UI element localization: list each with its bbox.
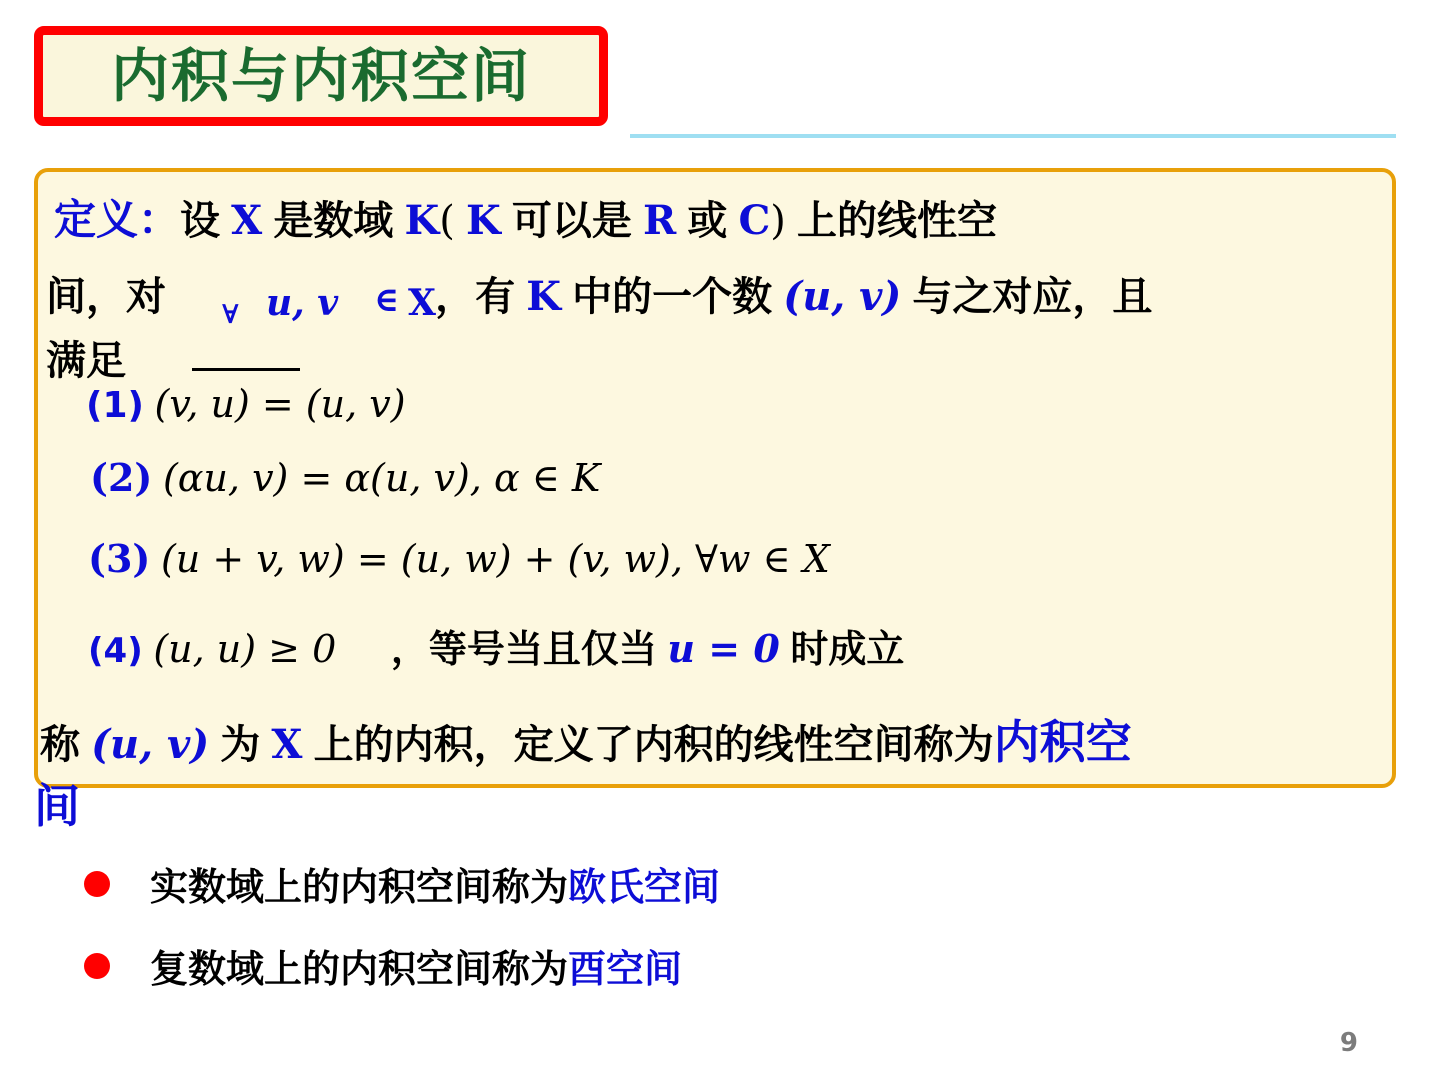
axiom-1 (86, 382, 406, 427)
definition-line-1 (54, 195, 998, 244)
def-l1-or: 或 (687, 198, 728, 244)
def-l2-text-d: 与之对应，且 (912, 274, 1153, 320)
axiom-2 (90, 455, 600, 501)
def-l1-text-a: 设 (180, 198, 221, 244)
closing-X: X (271, 721, 303, 768)
def-l2-K: K (526, 273, 562, 320)
bullet-1-text: 实数域上的内积空间称为 (150, 865, 569, 909)
axiom-3-formula: (u + v, w) = (u, w) + (v, w), ∀w ∈ X (160, 537, 830, 581)
axiom-4-formula-b: ，等号当且仅当 (390, 627, 657, 671)
closing-inner-uv: (u, v) (91, 721, 210, 768)
slide-title-box (34, 26, 608, 126)
def-l3-text: 满足 (46, 338, 126, 384)
def-l1-K2: K (465, 197, 501, 244)
bullet-1-highlight: 欧氏空间 (568, 865, 721, 909)
axiom-3-number: (3) (88, 536, 151, 581)
page-title: 内积与内积空间 (110, 42, 531, 110)
def-l1-text-d: 上的线性空 (797, 198, 998, 244)
axiom-4-number: (4) (88, 631, 143, 671)
def-l2-text-a: 间，对 (46, 274, 166, 320)
def-l1-paren-open: ( (439, 198, 455, 244)
axiom-4 (88, 618, 904, 673)
def-l1-R: R (642, 197, 677, 244)
bullet-item-1 (84, 856, 720, 911)
axiom-1-formula: (v, u) = (u, v) (154, 382, 406, 426)
closing-highlight: 内积空 (993, 715, 1132, 769)
definition-closing-line (40, 706, 1132, 772)
uv-variables: u, v (266, 282, 339, 324)
closing-text-b: 为 (220, 722, 261, 768)
def-l1-X: X (231, 197, 263, 244)
axiom-2-formula: (αu, v) = α(u, v), α ∈ K (162, 456, 601, 500)
axiom-4-formula-a: (u, u) ≥ 0 (153, 627, 337, 671)
axiom-4-formula-c: u = 0 (667, 626, 780, 671)
axiom-3 (88, 536, 830, 582)
definition-line-3 (46, 340, 126, 382)
closing-text-a: 称 (40, 722, 80, 768)
def-l1-text-c: 可以是 (511, 198, 632, 244)
forall-uv-in-X-cluster (222, 278, 472, 330)
definition-line-2 (46, 273, 1153, 320)
def-l1-paren-close: ) (770, 198, 786, 244)
axiom-4-formula-d: 时成立 (790, 627, 905, 671)
forall-symbol: ∀ (222, 300, 239, 330)
page-number: 9 (1339, 1028, 1358, 1058)
def-l1-K: K (404, 197, 440, 244)
space-X: X (408, 282, 436, 324)
element-of-symbol: ∈ (374, 280, 400, 320)
bullet-dot-icon (84, 953, 110, 979)
closing-text-c: 上的内积，定义了内积的线性空间称为 (313, 722, 994, 768)
definition-label: 定义： (54, 195, 181, 244)
axiom-1-number: (1) (86, 385, 144, 426)
axiom-2-number: (2) (90, 455, 153, 500)
closing-highlight-overflow: 间 (34, 779, 80, 833)
def-l2-inner-uv: (u, v) (783, 273, 902, 320)
bullet-dot-icon (84, 871, 110, 897)
title-underline-rule (630, 134, 1396, 138)
bullet-2-highlight: 酉空间 (568, 947, 683, 991)
def-l2-text-b: ，有 (435, 274, 516, 320)
def-l1-text-b: 是数域 (273, 198, 394, 244)
bullet-2-text: 复数域上的内积空间称为 (150, 947, 569, 991)
conjugate-overbar (192, 368, 300, 371)
bullet-item-2 (84, 938, 682, 993)
def-l2-text-c: 中的一个数 (572, 274, 773, 320)
def-l1-C: C (738, 197, 771, 244)
